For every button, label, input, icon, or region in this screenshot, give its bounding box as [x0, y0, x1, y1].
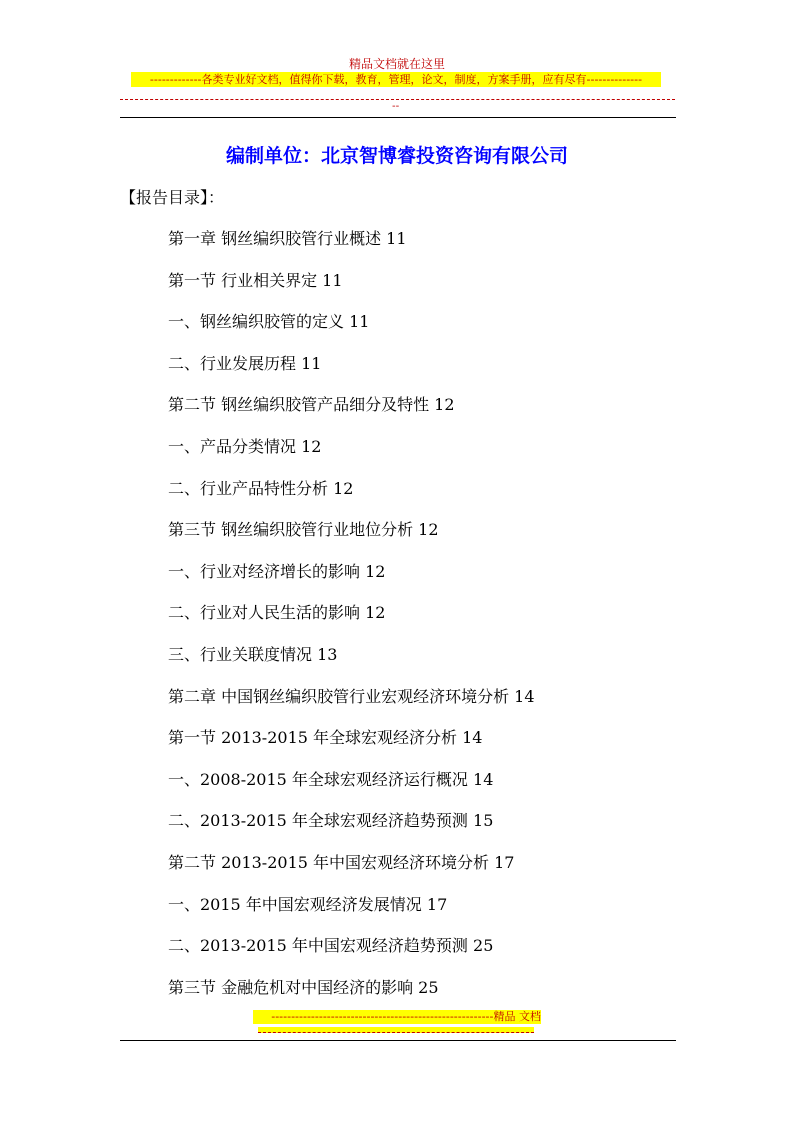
- toc-entry: 三、行业关联度情况 13: [168, 644, 338, 664]
- toc-entry: 第二节 钢丝编织胶管产品细分及特性 12: [168, 395, 455, 415]
- toc-entry: 一、行业对经济增长的影响 12: [168, 561, 386, 581]
- toc-entry: 第一章 钢丝编织胶管行业概述 11: [168, 229, 407, 248]
- toc-entry: 第二节 2013-2015 年中国宏观经济环境分析 17: [168, 852, 515, 872]
- toc-entry: 一、钢丝编织胶管的定义 11: [168, 312, 370, 332]
- toc-entry: 第一节 行业相关界定 11: [168, 270, 343, 290]
- header-dash-tail: --: [392, 101, 400, 112]
- footer-tagline: --------------------------------------------------------精品 文档: [253, 1010, 541, 1024]
- toc-entry: 二、2013-2015 年中国宏观经济趋势预测 25: [168, 936, 494, 956]
- toc-entry: 第二章 中国钢丝编织胶管行业宏观经济环境分析 14: [168, 686, 535, 706]
- toc-entry: 第三节 钢丝编织胶管行业地位分析 12: [168, 520, 439, 540]
- toc-heading: 【报告目录】：: [120, 188, 225, 207]
- toc-entry: 第三节 金融危机对中国经济的影响 25: [168, 977, 439, 997]
- table-of-contents: [168, 227, 535, 1017]
- footer-dashed-line: [258, 1027, 534, 1033]
- toc-entry: 一、2015 年中国宏观经济发展情况 17: [168, 894, 448, 914]
- header-dashed-line: [120, 89, 675, 100]
- compiler-line: 编制单位：北京智博睿投资咨询有限公司: [225, 145, 568, 167]
- toc-entry: 第一节 2013-2015 年全球宏观经济分析 14: [168, 728, 483, 748]
- header-title: 精品文档就在这里: [348, 57, 445, 71]
- toc-entry: 二、行业对人民生活的影响 12: [168, 603, 386, 623]
- footer-rule: [120, 1040, 676, 1041]
- toc-entry: 一、产品分类情况 12: [168, 436, 322, 456]
- toc-entry: 二、行业发展历程 11: [168, 353, 322, 373]
- toc-entry: 二、2013-2015 年全球宏观经济趋势预测 15: [168, 811, 494, 831]
- toc-entry: 一、2008-2015 年全球宏观经济运行概况 14: [168, 769, 494, 789]
- header-tagline: -------------各类专业好文档，值得你下载，教育，管理，论文，制度，方案手册，应有尽有--------------: [131, 72, 661, 87]
- toc-entry: 二、行业产品特性分析 12: [168, 478, 354, 498]
- header-rule: [120, 117, 676, 118]
